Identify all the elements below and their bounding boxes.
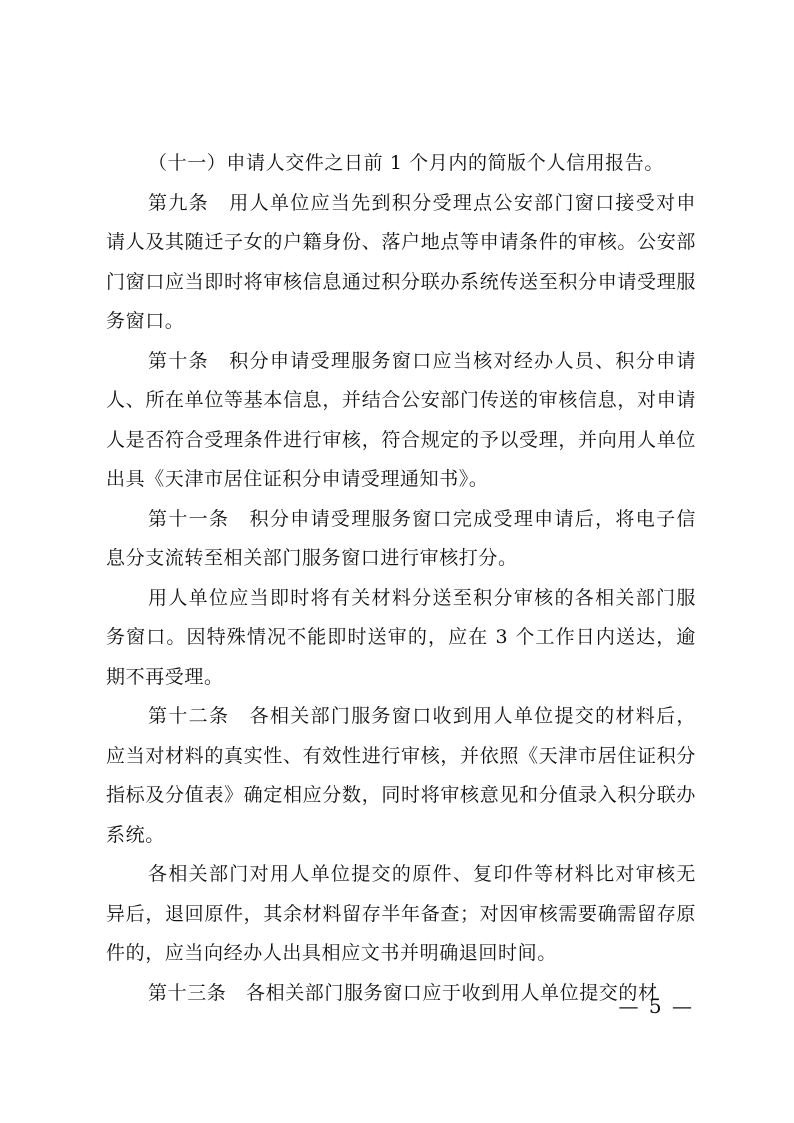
article-12-paragraph: 第十二条 各相关部门服务窗口收到用人单位提交的材料后，应当对材料的真实性、有效性进行审核，并依照《天津市居住证积分指标及分值表》确定相应分数，同时将审核意见和分值录入积分联办系统。 <box>106 705 696 846</box>
article-13-paragraph: 第十三条 各相关部门服务窗口应于收到用人单位提交的材 <box>148 981 658 1004</box>
article-10-paragraph: 第十条 积分申请受理服务窗口应当核对经办人员、积分申请人、所在单位等基本信息，并结合公安部门传送的审核信息，对申请人是否符合受理条件进行审核，符合规定的予以受理，并向用人单位出具《天津市居住证积分申请受理通知书》。 <box>106 349 696 490</box>
document-body <box>106 144 696 1013</box>
article-11-paragraph: 第十一条 积分申请受理服务窗口完成受理申请后，将电子信息分支流转至相关部门服务窗口进行审核打分。 <box>106 507 696 569</box>
article-12-continuation-paragraph: 各相关部门对用人单位提交的原件、复印件等材料比对审核无异后，退回原件，其余材料留存半年备查；对因审核需要确需留存原件的，应当向经办人出具相应文书并明确退回时间。 <box>106 863 696 964</box>
article-9-paragraph: 第九条 用人单位应当先到积分受理点公安部门窗口接受对申请人及其随迁子女的户籍身份、落户地点等申请条件的审核。公安部门窗口应当即时将审核信息通过积分联办系统传送至积分申请受理服务窗口。 <box>106 191 696 332</box>
page-number: — 5 — <box>618 994 694 1018</box>
article-11-continuation-paragraph: 用人单位应当即时将有关材料分送至积分审核的各相关部门服务窗口。因特殊情况不能即时送审的，应在 3 个工作日内送达，逾期不再受理。 <box>106 586 696 688</box>
paragraph-item-11: （十一）申请人交件之日前 1 个月内的简版个人信用报告。 <box>148 152 664 174</box>
